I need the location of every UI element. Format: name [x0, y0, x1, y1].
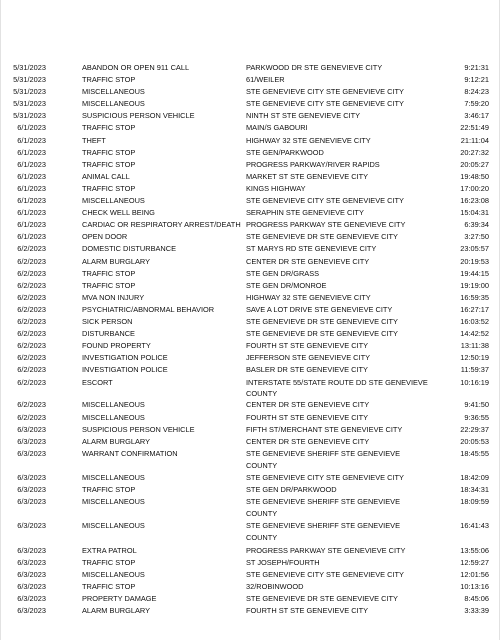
time-cell: 22:51:49 — [460, 123, 489, 133]
time-cell: 20:05:27 — [460, 159, 489, 169]
table-row — [1, 316, 500, 328]
time-cell: 12:01:56 — [460, 569, 489, 579]
location-cell: PROGRESS PARKWAY STE GENEVIEVE CITY — [246, 545, 406, 555]
call-type-cell: FOUND PROPERTY — [82, 341, 151, 351]
call-type-cell: SICK PERSON — [82, 316, 133, 326]
call-type-cell: SUSPICIOUS PERSON VEHICLE — [82, 424, 195, 434]
call-type-cell: ALARM BURGLARY — [82, 436, 151, 446]
location-cell: INTERSTATE 55/STATE ROUTE DD STE GENEVIEVE COUNTY — [246, 378, 428, 399]
date-cell: 5/31/2023 — [13, 75, 46, 85]
time-cell: 9:12:21 — [464, 75, 489, 85]
table-row — [1, 340, 500, 352]
table-row — [1, 545, 500, 557]
date-cell: 5/31/2023 — [13, 87, 46, 97]
time-cell: 15:04:31 — [460, 208, 489, 218]
date-cell: 6/2/2023 — [17, 400, 46, 410]
table-row — [1, 472, 500, 484]
table-row — [1, 605, 500, 617]
time-cell: 19:44:15 — [460, 268, 489, 278]
time-cell: 10:13:16 — [460, 581, 489, 591]
call-type-cell: INVESTIGATION POLICE — [82, 353, 168, 363]
date-cell: 6/2/2023 — [17, 316, 46, 326]
time-cell: 20:27:32 — [460, 147, 489, 157]
table-row — [1, 581, 500, 593]
time-cell: 18:34:31 — [460, 485, 489, 495]
time-cell: 20:19:53 — [460, 256, 489, 266]
table-row — [1, 207, 500, 219]
location-cell: 61/WEILER — [246, 75, 285, 85]
time-cell: 13:11:38 — [460, 341, 489, 351]
call-type-cell: TRAFFIC STOP — [82, 147, 136, 157]
date-cell: 6/3/2023 — [17, 581, 46, 591]
call-type-cell: TRAFFIC STOP — [82, 159, 136, 169]
call-type-cell: MISCELLANEOUS — [82, 196, 145, 206]
date-cell: 6/3/2023 — [17, 606, 46, 616]
location-cell: CENTER DR STE GENEVIEVE CITY — [246, 400, 370, 410]
date-cell: 6/1/2023 — [17, 220, 46, 230]
date-cell: 6/2/2023 — [17, 378, 46, 388]
time-cell: 9:41:50 — [464, 400, 489, 410]
call-type-cell: SUSPICIOUS PERSON VEHICLE — [82, 111, 195, 121]
date-cell: 6/1/2023 — [17, 208, 46, 218]
location-cell: KINGS HIGHWAY — [246, 183, 306, 193]
time-cell: 12:50:19 — [460, 353, 489, 363]
time-cell: 16:23:08 — [460, 196, 489, 206]
table-row — [1, 135, 500, 147]
date-cell: 5/31/2023 — [13, 63, 46, 72]
location-cell: FIFTH ST/MERCHANT STE GENEVIEVE CITY — [246, 424, 403, 434]
date-cell: 6/3/2023 — [17, 593, 46, 603]
location-cell: ST MARYS RD STE GENEVIEVE CITY — [246, 244, 377, 254]
table-row — [1, 436, 500, 448]
time-cell: 22:29:37 — [460, 424, 489, 434]
call-type-cell: CARDIAC OR RESPIRATORY ARREST/DEATH — [82, 220, 241, 230]
date-cell: 6/1/2023 — [17, 183, 46, 193]
call-type-cell: OPEN DOOR — [82, 232, 128, 242]
date-cell: 6/1/2023 — [17, 171, 46, 181]
date-cell: 6/2/2023 — [17, 304, 46, 314]
location-cell: PROGRESS PARKWAY STE GENEVIEVE CITY — [246, 220, 406, 230]
time-cell: 11:59:37 — [460, 365, 489, 375]
call-log-table — [1, 62, 500, 617]
time-cell: 16:27:17 — [460, 304, 489, 314]
time-cell: 12:59:27 — [460, 557, 489, 567]
location-cell: STE GEN/PARKWOOD — [246, 147, 324, 157]
date-cell: 6/2/2023 — [17, 329, 46, 339]
table-row — [1, 243, 500, 255]
date-cell: 6/1/2023 — [17, 232, 46, 242]
call-type-cell: TRAFFIC STOP — [82, 75, 136, 85]
table-row — [1, 147, 500, 159]
table-row — [1, 557, 500, 569]
location-cell: ST JOSEPH/FOURTH — [246, 557, 320, 567]
call-type-cell: DISTURBANCE — [82, 329, 135, 339]
table-row — [1, 520, 500, 544]
location-cell: STE GENEVIEVE CITY STE GENEVIEVE CITY — [246, 473, 404, 482]
call-type-cell: PSYCHIATRIC/ABNORMAL BEHAVIOR — [82, 304, 215, 314]
call-type-cell: CHECK WELL BEING — [82, 208, 155, 218]
table-row — [1, 328, 500, 340]
call-type-cell: MISCELLANEOUS — [82, 87, 145, 97]
time-cell: 18:45:55 — [460, 448, 489, 458]
date-cell: 6/3/2023 — [17, 497, 46, 507]
location-cell: HIGHWAY 32 STE GENEVIEVE CITY — [246, 135, 371, 145]
table-row — [1, 171, 500, 183]
time-cell: 3:46:17 — [464, 111, 489, 121]
call-type-cell: MVA NON INJURY — [82, 292, 145, 302]
location-cell: FOURTH ST STE GENEVIEVE CITY — [246, 341, 369, 351]
date-cell: 6/3/2023 — [17, 545, 46, 555]
call-type-cell: ALARM BURGLARY — [82, 256, 151, 266]
time-cell: 13:55:06 — [460, 545, 489, 555]
table-row — [1, 593, 500, 605]
date-cell: 6/3/2023 — [17, 424, 46, 434]
location-cell: STE GENEVIEVE DR STE GENEVIEVE CITY — [246, 329, 398, 339]
table-row — [1, 122, 500, 134]
date-cell: 6/2/2023 — [17, 365, 46, 375]
call-type-cell: MISCELLANEOUS — [82, 497, 145, 507]
time-cell: 9:36:55 — [464, 412, 489, 422]
time-cell: 6:39:34 — [464, 220, 489, 230]
call-type-cell: MISCELLANEOUS — [82, 521, 145, 531]
call-type-cell: TRAFFIC STOP — [82, 557, 136, 567]
date-cell: 5/31/2023 — [13, 111, 46, 121]
call-type-cell: TRAFFIC STOP — [82, 268, 136, 278]
call-type-cell: MISCELLANEOUS — [82, 400, 145, 410]
table-row — [1, 424, 500, 436]
date-cell: 6/3/2023 — [17, 569, 46, 579]
location-cell: STE GENEVIEVE CITY STE GENEVIEVE CITY — [246, 99, 404, 109]
location-cell: STE GENEVIEVE DR STE GENEVIEVE CITY — [246, 232, 398, 242]
table-row — [1, 412, 500, 424]
time-cell: 18:09:59 — [460, 497, 489, 507]
table-row — [1, 219, 500, 231]
location-cell: STE GEN DR/GRASS — [246, 268, 320, 278]
table-row — [1, 159, 500, 171]
location-cell: CENTER DR STE GENEVIEVE CITY — [246, 436, 370, 446]
location-cell: STE GENEVIEVE CITY STE GENEVIEVE CITY — [246, 569, 404, 579]
time-cell: 8:45:06 — [464, 593, 489, 603]
time-cell: 21:11:04 — [460, 135, 489, 145]
time-cell: 19:19:00 — [460, 280, 489, 290]
location-cell: STE GENEVIEVE SHERIFF STE GENEVIEVE COUNTY — [246, 497, 401, 519]
time-cell: 17:00:20 — [460, 183, 489, 193]
call-type-cell: ANIMAL CALL — [82, 171, 130, 181]
date-cell: 6/1/2023 — [17, 196, 46, 206]
date-cell: 6/1/2023 — [17, 159, 46, 169]
time-cell: 18:42:09 — [460, 473, 489, 482]
time-cell: 10:16:19 — [460, 378, 489, 388]
location-cell: FOURTH ST STE GENEVIEVE CITY — [246, 412, 369, 422]
table-row — [1, 364, 500, 376]
date-cell: 6/2/2023 — [17, 292, 46, 302]
location-cell: BASLER DR STE GENEVIEVE CITY — [246, 365, 368, 375]
call-type-cell: MISCELLANEOUS — [82, 412, 145, 422]
time-cell: 14:42:52 — [460, 329, 489, 339]
date-cell: 5/31/2023 — [13, 99, 46, 109]
table-row — [1, 352, 500, 364]
time-cell: 3:27:50 — [464, 232, 489, 242]
time-cell: 20:05:53 — [460, 436, 489, 446]
table-row — [1, 304, 500, 316]
location-cell: PARKWOOD DR STE GENEVIEVE CITY — [246, 63, 383, 72]
location-cell: FOURTH ST STE GENEVIEVE CITY — [246, 606, 369, 616]
call-type-cell: ESCORT — [82, 378, 113, 388]
time-cell: 16:41:43 — [460, 521, 489, 531]
table-row — [1, 195, 500, 207]
call-type-cell: MISCELLANEOUS — [82, 473, 145, 482]
location-cell: MAIN/S GABOURI — [246, 123, 308, 133]
time-cell: 16:03:52 — [460, 316, 489, 326]
call-type-cell: TRAFFIC STOP — [82, 280, 136, 290]
call-type-cell: PROPERTY DAMAGE — [82, 593, 157, 603]
time-cell: 19:48:50 — [460, 171, 489, 181]
location-cell: PROGRESS PARKWAY/RIVER RAPIDS — [246, 159, 380, 169]
call-type-cell: ABANDON OR OPEN 911 CALL — [82, 63, 190, 72]
call-type-cell: TRAFFIC STOP — [82, 581, 136, 591]
time-cell: 3:33:39 — [464, 606, 489, 616]
date-cell: 6/1/2023 — [17, 123, 46, 133]
location-cell: STE GEN DR/MONROE — [246, 280, 327, 290]
location-cell: HIGHWAY 32 STE GENEVIEVE CITY — [246, 292, 371, 302]
table-row — [1, 62, 500, 74]
time-cell: 7:59:20 — [464, 99, 489, 109]
date-cell: 6/2/2023 — [17, 280, 46, 290]
table-row — [1, 268, 500, 280]
call-type-cell: TRAFFIC STOP — [82, 485, 136, 495]
table-row — [1, 399, 500, 411]
time-cell: 8:24:23 — [464, 87, 489, 97]
location-cell: STE GENEVIEVE SHERIFF STE GENEVIEVE COUNTY — [246, 521, 401, 543]
location-cell: STE GENEVIEVE DR STE GENEVIEVE CITY — [246, 316, 398, 326]
date-cell: 6/3/2023 — [17, 521, 46, 531]
table-row — [1, 231, 500, 243]
date-cell: 6/2/2023 — [17, 268, 46, 278]
date-cell: 6/2/2023 — [17, 244, 46, 254]
date-cell: 6/2/2023 — [17, 341, 46, 351]
date-cell: 6/2/2023 — [17, 256, 46, 266]
call-type-cell: MISCELLANEOUS — [82, 569, 145, 579]
call-type-cell: WARRANT CONFIRMATION — [82, 448, 178, 458]
date-cell: 6/1/2023 — [17, 135, 46, 145]
location-cell: MARKET ST STE GENEVIEVE CITY — [246, 171, 369, 181]
table-row — [1, 86, 500, 98]
date-cell: 6/3/2023 — [17, 485, 46, 495]
table-row — [1, 98, 500, 110]
table-row — [1, 74, 500, 86]
call-type-cell: ALARM BURGLARY — [82, 606, 151, 616]
date-cell: 6/3/2023 — [17, 473, 46, 482]
call-type-cell: MISCELLANEOUS — [82, 99, 145, 109]
location-cell: STE GEN DR/PARKWOOD — [246, 485, 337, 495]
table-row — [1, 484, 500, 496]
date-cell: 6/3/2023 — [17, 448, 46, 458]
table-row — [1, 183, 500, 195]
table-row — [1, 376, 500, 399]
location-cell: CENTER DR STE GENEVIEVE CITY — [246, 256, 370, 266]
time-cell: 9:21:31 — [464, 63, 489, 72]
date-cell: 6/3/2023 — [17, 557, 46, 567]
table-row — [1, 280, 500, 292]
location-cell: STE GENEVIEVE DR STE GENEVIEVE CITY — [246, 593, 398, 603]
table-row — [1, 496, 500, 520]
table-row — [1, 569, 500, 581]
time-cell: 23:05:57 — [460, 244, 489, 254]
call-type-cell: EXTRA PATROL — [82, 545, 137, 555]
call-type-cell: DOMESTIC DISTURBANCE — [82, 244, 177, 254]
table-row — [1, 292, 500, 304]
date-cell: 6/2/2023 — [17, 412, 46, 422]
location-cell: 32/ROBINWOOD — [246, 581, 304, 591]
table-row — [1, 448, 500, 472]
date-cell: 6/3/2023 — [17, 436, 46, 446]
time-cell: 16:59:35 — [460, 292, 489, 302]
call-type-cell: INVESTIGATION POLICE — [82, 365, 168, 375]
location-cell: STE GENEVIEVE CITY STE GENEVIEVE CITY — [246, 87, 404, 97]
table-row — [1, 256, 500, 268]
call-type-cell: TRAFFIC STOP — [82, 123, 136, 133]
location-cell: SAVE A LOT DRIVE STE GENEVIEVE CITY — [246, 304, 393, 314]
date-cell: 6/2/2023 — [17, 353, 46, 363]
call-type-cell: THEFT — [82, 135, 106, 145]
location-cell: STE GENEVIEVE CITY STE GENEVIEVE CITY — [246, 196, 404, 206]
location-cell: SERAPHIN STE GENEVIEVE CITY — [246, 208, 364, 218]
date-cell: 6/1/2023 — [17, 147, 46, 157]
table-row — [1, 110, 500, 122]
location-cell: NINTH ST STE GENEVIEVE CITY — [246, 111, 361, 121]
call-type-cell: TRAFFIC STOP — [82, 183, 136, 193]
location-cell: STE GENEVIEVE SHERIFF STE GENEVIEVE COUNTY — [246, 448, 401, 470]
location-cell: JEFFERSON STE GENEVIEVE CITY — [246, 353, 371, 363]
